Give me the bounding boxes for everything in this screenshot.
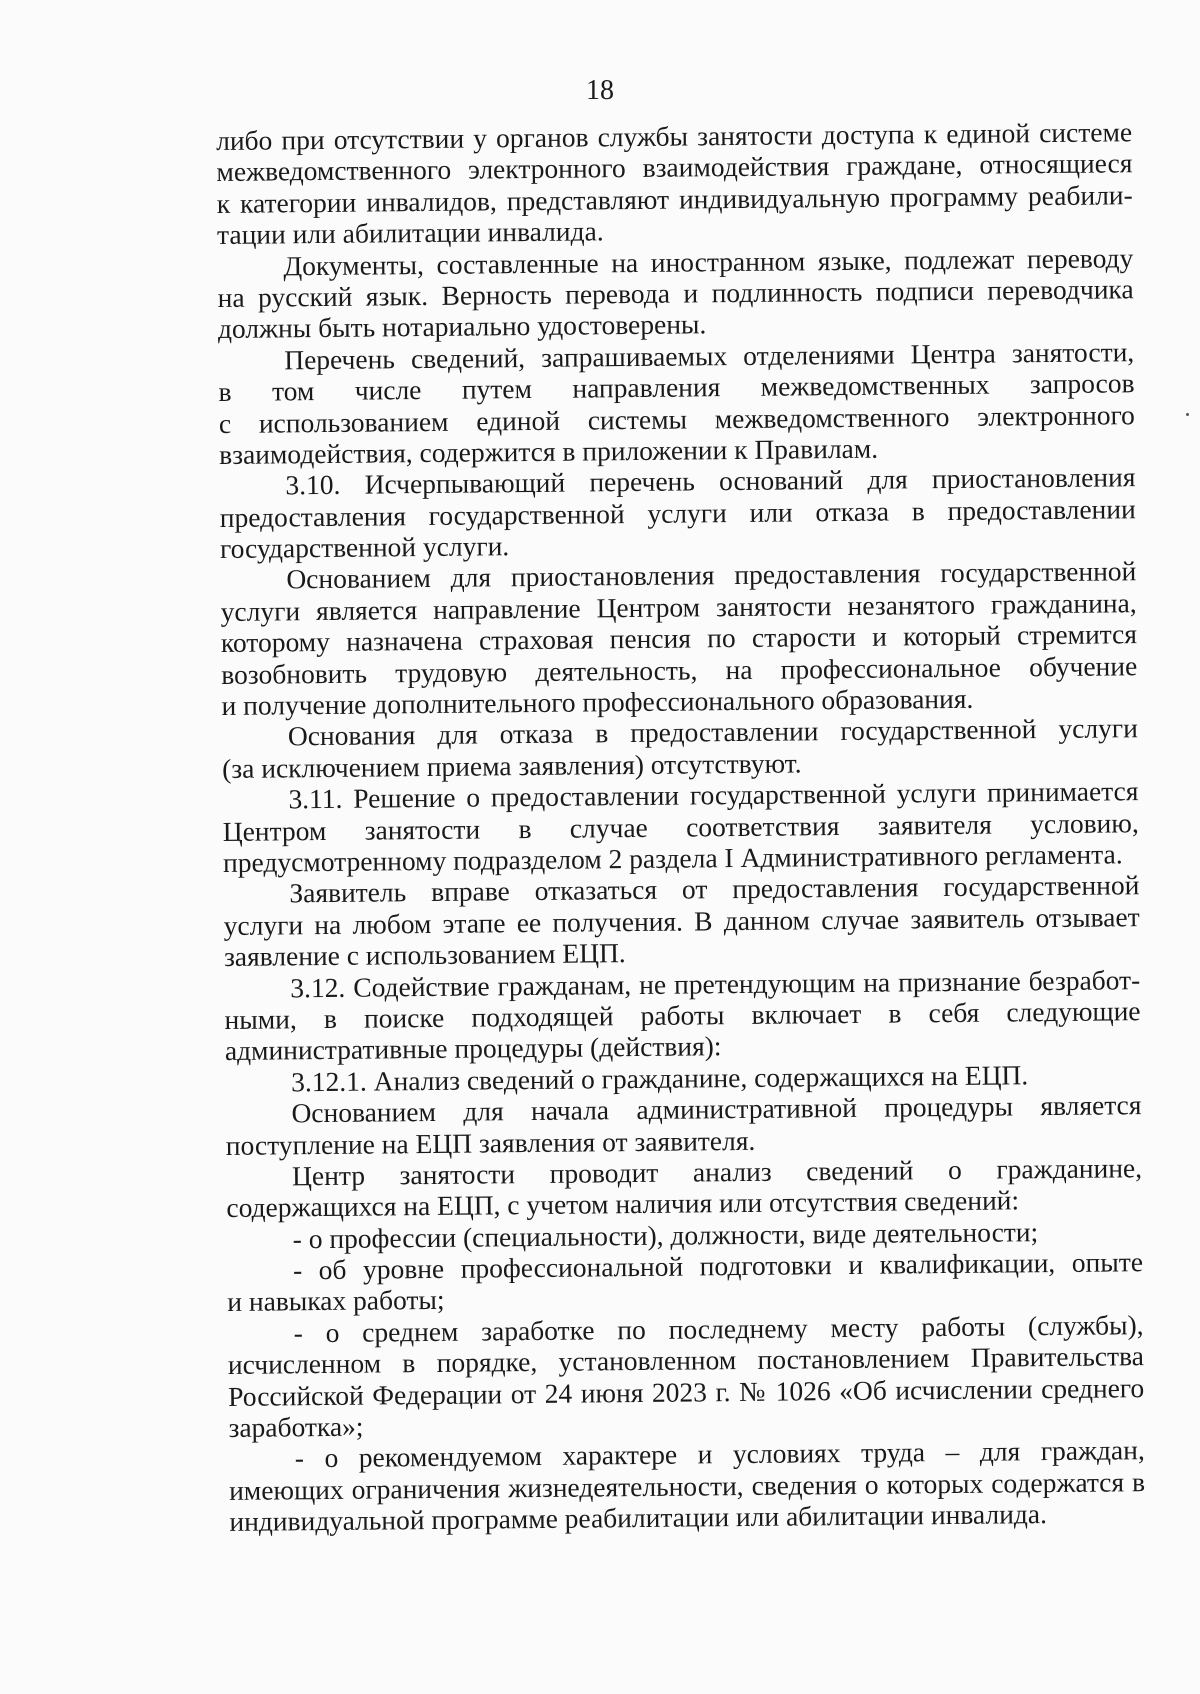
text-line: с использованием единой системы межведомственного электронного bbox=[218, 398, 1135, 439]
text-line: Российской Федерации от 24 июня 2023 г. № 1026 «Об исчислении среднего bbox=[228, 1371, 1145, 1412]
text-line: взаимодействия, содержится в приложении к Правилам. bbox=[219, 432, 879, 470]
text-line: 3.12. Содействие гражданам, не претендующим на признание безработ- bbox=[290, 963, 1141, 1003]
document-body bbox=[216, 116, 1146, 1537]
text-line: Основанием для начала административной процедуры является bbox=[291, 1089, 1142, 1129]
text-line: межведомственного электронного взаимодействия граждане, относящиеся bbox=[216, 147, 1133, 188]
text-line: услуги на любом этапе ее получения. В данном случае заявитель отзывает bbox=[223, 900, 1140, 941]
text-line: к категории инвалидов, представляют индивидуальную программу реабили- bbox=[216, 178, 1133, 219]
text-line: предоставления государственной услуги или отказа в предоставлении bbox=[219, 492, 1136, 533]
text-line: административные процедуры (действия): bbox=[224, 1030, 722, 1067]
text-line: предусмотренному подразделом 2 раздела I Административного регламента. bbox=[222, 838, 1123, 878]
text-line: - о рекомендуемом характере и условиях труда – для граждан, bbox=[294, 1434, 1145, 1474]
text-line: индивидуальной программе реабилитации или абилитации инвалида. bbox=[229, 1498, 1048, 1538]
text-line: на русский язык. Верность перевода и подлинность подписи переводчика bbox=[217, 273, 1134, 313]
text-line: Заявитель вправе отказаться от предоставления государственной bbox=[289, 869, 1140, 909]
text-line: 3.11. Решение о предоставлении государственной услуги принимается bbox=[288, 775, 1139, 815]
page-number: 18 bbox=[586, 75, 614, 106]
text-line: Центром занятости в случае соответствия заявителя условию, bbox=[222, 806, 1139, 847]
text-line: содержащихся на ЕЦП, с учетом наличия или отсутствия сведений: bbox=[226, 1184, 1020, 1224]
text-line: исчисленном в порядке, установленном постановлением Правительства bbox=[227, 1340, 1145, 1381]
text-line: Центр занятости проводит анализ сведений о гражданине, bbox=[291, 1152, 1143, 1192]
text-line: имеющих ограничения жизнедеятельности, сведения о которых содержатся в bbox=[228, 1465, 1146, 1506]
text-line: заработка»; bbox=[228, 1410, 364, 1443]
text-line: 3.10. Исчерпывающий перечень оснований для приостановления bbox=[285, 461, 1136, 501]
text-line: и получение дополнительного профессионального образования. bbox=[221, 682, 974, 722]
text-line: услуги является направление Центром занятости незанятого гражданина, bbox=[220, 587, 1137, 627]
text-line: 3.12.1. Анализ сведений о гражданине, содержащихся на ЕЦП. bbox=[291, 1058, 1029, 1098]
text-line: - о среднем заработке по последнему месту работы (службы), bbox=[293, 1308, 1144, 1349]
text-line: которому назначена страховая пенсия по старости и который стремится bbox=[220, 618, 1138, 659]
text-line: поступление на ЕЦП заявления от заявителя. bbox=[225, 1124, 756, 1161]
text-line: государственной услуги. bbox=[219, 530, 510, 565]
text-line: Документы, составленные на иностранном языке, подлежат переводу bbox=[283, 241, 1134, 281]
text-line: тации или абилитации инвалида. bbox=[216, 215, 604, 251]
text-line: - о профессии (специальности), должности, виде деятельности; bbox=[292, 1215, 1039, 1254]
text-line: ными, в поиске подходящей работы включает в себя следующие bbox=[224, 995, 1141, 1035]
text-line: Основанием для приостановления предоставления государственной bbox=[286, 555, 1137, 595]
text-line: Перечень сведений, запрашиваемых отделениями Центра занятости, bbox=[284, 335, 1135, 376]
text-line: Основания для отказа в предоставлении государственной услуги bbox=[287, 712, 1138, 752]
text-line: заявление с использованием ЕЦП. bbox=[223, 937, 626, 973]
text-line: и навыках работы; bbox=[227, 1284, 445, 1318]
text-line: должны быть нотариально удостоверены. bbox=[217, 308, 707, 345]
text-line: либо при отсутствии у органов службы занятости доступа к единой системе bbox=[216, 116, 1133, 156]
text-line: (за исключением приема заявления) отсутствуют. bbox=[222, 747, 802, 784]
text-line: - об уровне профессиональной подготовки и квалификации, опыте bbox=[292, 1246, 1144, 1286]
text-line: возобновить трудовую деятельность, на профессиональное обучение bbox=[221, 649, 1138, 690]
scan-speck bbox=[1186, 413, 1189, 416]
text-line: в том числе путем направления межведомственных запросов bbox=[218, 367, 1135, 408]
